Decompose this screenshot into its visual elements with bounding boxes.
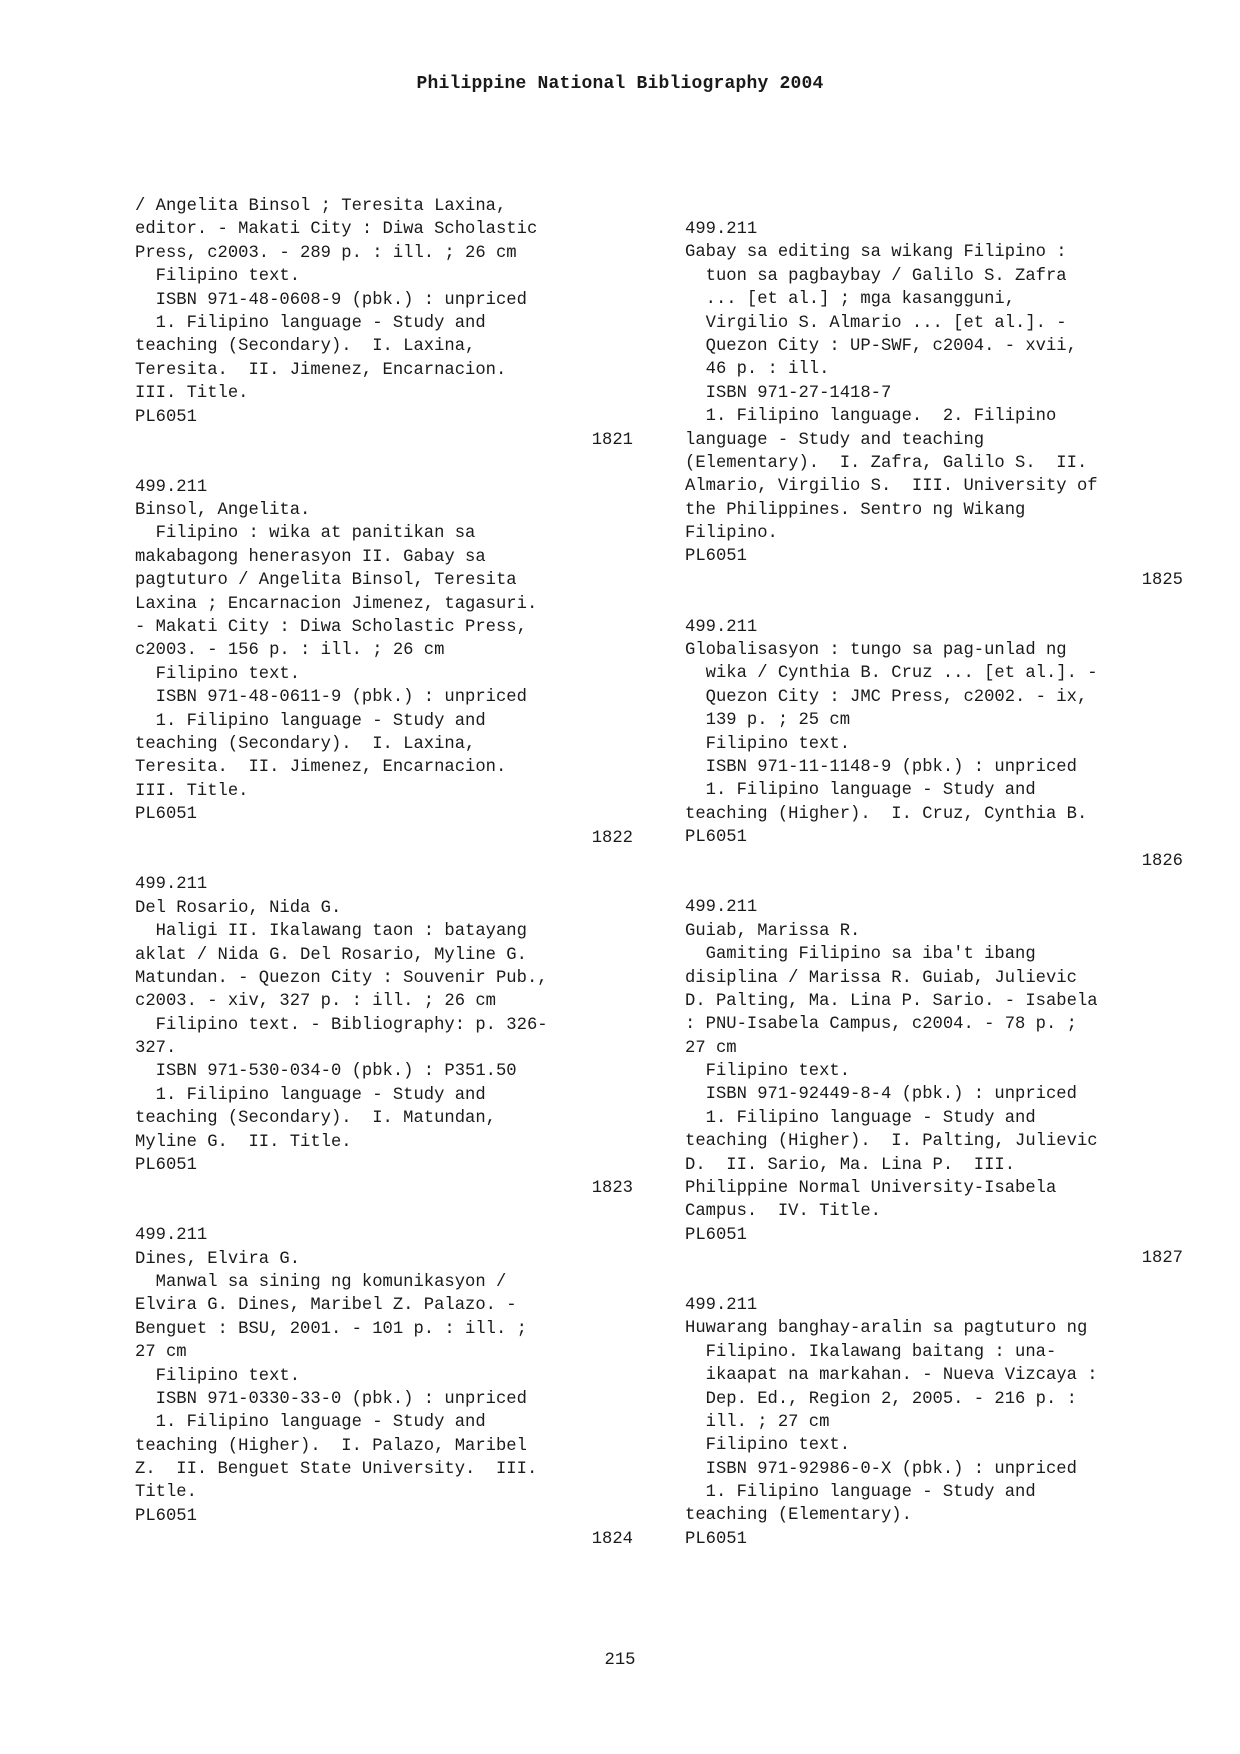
entry-line: Elvira G. Dines, Maribel Z. Palazo. -: [135, 1296, 517, 1316]
entry-line: ISBN 971-92449-8-4 (pbk.) : unpriced: [685, 1085, 1077, 1105]
entry-number: 1825: [1141, 570, 1183, 590]
entry-line: Press, c2003. - 289 p. : ill. ; 26 cm: [135, 243, 517, 263]
page-number: 215: [604, 1651, 636, 1670]
entry-line: 499.211: [685, 220, 758, 239]
bibliography-entry: [685, 218, 1183, 592]
entry-number: 1827: [1141, 1249, 1183, 1269]
entry-line: Laxina ; Encarnacion Jimenez, tagasuri.: [135, 594, 538, 614]
entry-line: PL6051: [685, 1529, 747, 1549]
entry-line: PL6051: [135, 407, 197, 427]
entry-line: Manwal sa sining ng komunikasyon /: [135, 1272, 507, 1292]
entry-line: pagtuturo / Angelita Binsol, Teresita: [135, 571, 517, 591]
entry-spacer: [685, 1271, 1183, 1294]
entry-line: 1. Filipino language - Study and: [135, 711, 486, 731]
entry-line: PL6051: [135, 1156, 197, 1176]
entry-line: ISBN 971-0330-33-0 (pbk.) : unpriced: [135, 1389, 527, 1409]
bibliography-entry: [135, 1224, 633, 1551]
entry-line: Filipino text.: [685, 734, 851, 754]
entry-line: PL6051: [135, 805, 197, 825]
entry-line: Filipino text.: [135, 267, 301, 287]
entry-line: Filipino text.: [685, 1436, 851, 1456]
entry-line: - Makati City : Diwa Scholastic Press,: [135, 618, 527, 638]
entry-line: ISBN 971-11-1148-9 (pbk.) : unpriced: [685, 757, 1077, 777]
entry-line: makabagong henerasyon II. Gabay sa: [135, 547, 486, 567]
entry-line: PL6051: [685, 1225, 747, 1245]
bibliography-entry: [685, 1294, 1183, 1551]
entry-line: Filipino.: [685, 524, 778, 544]
entry-line: 1. Filipino language - Study and: [135, 1085, 486, 1105]
entry-line: Guiab, Marissa R.: [685, 921, 861, 941]
entry-line: 499.211: [135, 1226, 208, 1246]
entry-line: ISBN 971-92986-0-X (pbk.) : unpriced: [685, 1459, 1077, 1479]
entry-line: PL6051: [685, 547, 747, 567]
entry-line: Title.: [135, 1483, 197, 1503]
entry-spacer: [135, 1201, 633, 1224]
page-title: Philippine National Bibliography 2004: [416, 74, 824, 94]
entry-line: 499.211: [685, 617, 758, 637]
entry-line: Gabay sa editing sa wikang Filipino :: [685, 243, 1067, 263]
entry-line: teaching (Secondary). I. Laxina,: [135, 337, 476, 357]
entry-line: Huwarang banghay-aralin sa pagtuturo ng: [685, 1319, 1088, 1339]
entry-line: 1. Filipino language - Study and: [135, 313, 486, 333]
entry-line: disiplina / Marissa R. Guiab, Julievic: [685, 968, 1077, 988]
entry-line: teaching (Secondary). I. Laxina,: [135, 734, 476, 754]
entry-line: Filipino : wika at panitikan sa: [135, 524, 476, 544]
bibliography-entry: [135, 873, 633, 1200]
entry-line: teaching (Higher). I. Palting, Julievic: [685, 1132, 1098, 1152]
entry-line: ikaapat na markahan. - Nueva Vizcaya :: [685, 1366, 1098, 1386]
entry-line: ill. ; 27 cm: [685, 1412, 830, 1432]
right-column: [685, 218, 1183, 1551]
bibliography-entry: [685, 896, 1183, 1270]
entry-line: Quezon City : UP-SWF, c2004. - xvii,: [685, 336, 1077, 356]
entry-line: 139 p. ; 25 cm: [685, 711, 851, 731]
entry-spacer: [685, 873, 1183, 896]
entry-spacer: [135, 850, 633, 873]
bibliography-entry: [135, 195, 633, 452]
entry-line: PL6051: [685, 828, 747, 848]
entry-line: Z. II. Benguet State University. III.: [135, 1460, 538, 1480]
entry-line: c2003. - 156 p. : ill. ; 26 cm: [135, 641, 445, 661]
entry-line: Myline G. II. Title.: [135, 1132, 352, 1152]
entry-line: D. Palting, Ma. Lina P. Sario. - Isabela: [685, 991, 1098, 1011]
entry-line: Del Rosario, Nida G.: [135, 898, 342, 918]
entry-line: the Philippines. Sentro ng Wikang: [685, 500, 1026, 520]
entry-line: (Elementary). I. Zafra, Galilo S. II.: [685, 453, 1088, 473]
entry-number: 1823: [591, 1179, 633, 1199]
entry-spacer: [685, 592, 1183, 615]
entry-line: III. Title.: [135, 384, 249, 404]
entry-line: 27 cm: [135, 1343, 187, 1363]
left-column: [135, 195, 633, 1552]
entry-line: 1. Filipino language - Study and: [135, 1413, 486, 1433]
entry-line: c2003. - xiv, 327 p. : ill. ; 26 cm: [135, 992, 496, 1012]
entry-line: Filipino text.: [135, 1366, 301, 1386]
entry-line: language - Study and teaching: [685, 430, 985, 450]
entry-number: 1824: [591, 1530, 633, 1550]
entry-line: ... [et al.] ; mga kasangguni,: [685, 290, 1016, 310]
entry-line: 499.211: [685, 898, 758, 918]
entry-line: ISBN 971-48-0611-9 (pbk.) : unpriced: [135, 688, 527, 708]
entry-line: Filipino text. - Bibliography: p. 326-: [135, 1015, 548, 1035]
entry-line: Binsol, Angelita.: [135, 501, 311, 521]
entry-line: Filipino. Ikalawang baitang : una-: [685, 1342, 1057, 1362]
entry-line: ISBN 971-530-034-0 (pbk.) : P351.50: [135, 1062, 517, 1082]
entry-line: PL6051: [135, 1506, 197, 1526]
entry-line: teaching (Higher). I. Cruz, Cynthia B.: [685, 804, 1088, 824]
entry-line: teaching (Elementary).: [685, 1506, 912, 1526]
entry-line: Campus. IV. Title.: [685, 1202, 881, 1222]
entry-line: Teresita. II. Jimenez, Encarnacion.: [135, 758, 507, 778]
entry-line: aklat / Nida G. Del Rosario, Myline G.: [135, 945, 527, 965]
entry-line: 1. Filipino language - Study and: [685, 781, 1036, 801]
entry-line: teaching (Secondary). I. Matundan,: [135, 1109, 496, 1129]
entry-line: 499.211: [685, 1295, 758, 1315]
entry-line: : PNU-Isabela Campus, c2004. - 78 p. ;: [685, 1015, 1077, 1035]
entry-line: III. Title.: [135, 781, 249, 801]
entry-line: Filipino text.: [685, 1062, 851, 1082]
entry-line: Dep. Ed., Region 2, 2005. - 216 p. :: [685, 1389, 1077, 1409]
entry-line: editor. - Makati City : Diwa Scholastic: [135, 220, 538, 240]
entry-line: Quezon City : JMC Press, c2002. - ix,: [685, 687, 1088, 707]
entry-line: 27 cm: [685, 1038, 737, 1058]
entry-number: 1822: [591, 828, 633, 848]
entry-line: / Angelita Binsol ; Teresita Laxina,: [135, 197, 507, 216]
entry-line: 1. Filipino language. 2. Filipino: [685, 407, 1057, 427]
entry-number: 1826: [1141, 851, 1183, 871]
entry-line: Globalisasyon : tungo sa pag-unlad ng: [685, 641, 1067, 661]
entry-line: teaching (Higher). I. Palazo, Maribel: [135, 1436, 527, 1456]
entry-line: Philippine Normal University-Isabela: [685, 1179, 1057, 1199]
entry-line: tuon sa pagbaybay / Galilo S. Zafra: [685, 266, 1067, 286]
entry-line: Matundan. - Quezon City : Souvenir Pub.,: [135, 968, 548, 988]
entry-line: ISBN 971-27-1418-7: [685, 383, 892, 403]
entry-line: 1. Filipino language - Study and: [685, 1108, 1036, 1128]
entry-number: 1821: [591, 430, 633, 450]
entry-line: 1. Filipino language - Study and: [685, 1483, 1036, 1503]
entry-line: D. II. Sario, Ma. Lina P. III.: [685, 1155, 1016, 1175]
entry-line: Dines, Elvira G.: [135, 1249, 301, 1269]
entry-line: Gamiting Filipino sa iba't ibang: [685, 945, 1036, 965]
entry-line: wika / Cynthia B. Cruz ... [et al.]. -: [685, 664, 1098, 684]
entry-line: 46 p. : ill.: [685, 360, 830, 380]
entry-line: Teresita. II. Jimenez, Encarnacion.: [135, 360, 507, 380]
entry-spacer: [135, 452, 633, 475]
entry-line: Almario, Virgilio S. III. University of: [685, 477, 1098, 497]
bibliography-entry: [135, 476, 633, 850]
entry-line: Virgilio S. Almario ... [et al.]. -: [685, 313, 1067, 333]
bibliography-entry: [685, 616, 1183, 873]
entry-line: Benguet : BSU, 2001. - 101 p. : ill. ;: [135, 1319, 527, 1339]
entry-line: ISBN 971-48-0608-9 (pbk.) : unpriced: [135, 290, 527, 310]
entry-line: 499.211: [135, 875, 208, 895]
entry-line: Haligi II. Ikalawang taon : batayang: [135, 922, 527, 942]
entry-line: Filipino text.: [135, 664, 301, 684]
entry-line: 499.211: [135, 477, 208, 497]
entry-line: 327.: [135, 1039, 177, 1059]
